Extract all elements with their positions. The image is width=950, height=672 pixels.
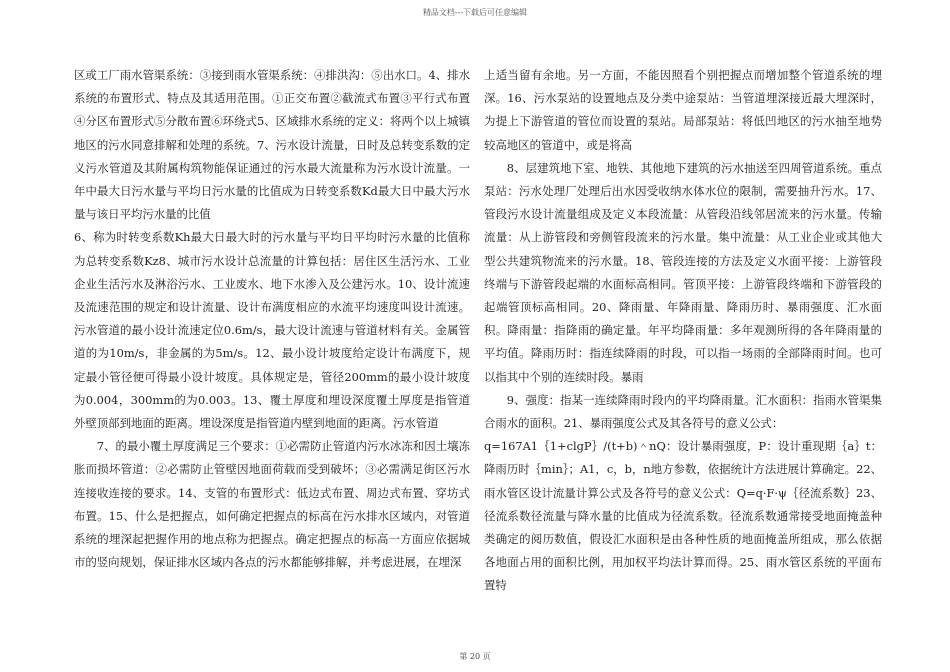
page-number: 第 20 页 xyxy=(459,652,491,661)
right-column xyxy=(484,64,882,598)
left-column xyxy=(74,64,470,574)
paragraph: 区或工厂雨水管渠系统：③接到雨水管渠系统：④排洪沟：⑤出水口。4、排水系统的布置形式、特点及其适用范围。①正交布置②截流式布置③平行式布置④分区布置形式⑤分散布置⑥环绕式5、区域排水系统的定义：将两个以上城镇地区的污水同意排解和处理的系统。7、污水设计流量，日时及总转变系数的定义污水管道及其附属构筑物能保证通过的污水最大流量称为污水设计流量。一年中最大日污水量与平均日污水量的比值成为日转变系数Kd最大日中最大污水量与该日平均污水量的比值 xyxy=(74,68,470,222)
page-header: 精品文档---下载后可任意编辑 xyxy=(422,8,528,17)
paragraph: q=167A1｛1+clgP｝/(t+b)＾nQ：设计暴雨强度，P：设计重现期｛a｝t：降雨历时｛min｝；A1，c，b，n地方参数，依据统计方法进展计算确定。22、雨水管区设计流量计算公式及各符号的意义公式：Q=q·F·ψ｛径流系数｝23、径流系数径流量与降水量的比值成为径流系数。径流系数通常接受地面掩盖种类确定的阅历数值，假设汇水面积是由各种性质的地面掩盖所组成，那么依据各地面占用的面积比例，用加权平均法计算而得。25、雨水管区系统的平面布置特 xyxy=(484,439,882,593)
paragraph: 6、称为时转变系数Kh最大日最大时的污水量与平均日平均时污水量的比值称为总转变系数Kz8、城市污水设计总流量的计算包括：居住区生活污水、工业企业生活污水及淋浴污水、工业废水、地下水渗入及公建污水。10、设计流速及流速范围的规定和设计流量、设计布满度相应的水流平均速度叫设计流速。污水管道的最小设计流速定位0.6m/s，最大设计流速与管道材料有关。金属管道的为10m/s，非金属的为5m/s。12、最小设计坡度给定设计布满度下，规定最小管径便可得最小设计坡度。具体规定是，管径200mm的最小设计坡度为0.004，300mm的为0.003。13、覆土厚度和埋设深度覆土厚度是指管道外壁顶部到地面的距离。埋设深度是指管道内壁到地面的距离。污水管道 xyxy=(74,230,470,431)
paragraph: 上适当留有余地。另一方面，不能因照看个别把握点而增加整个管道系统的埋深。16、污水泵站的设置地点及分类中途泵站：当管道埋深接近最大埋深时，为提上下游管道的管位而设置的泵站。局部泵站：将低凹地区的污水抽至地势较高地区的管道中，或是将高 xyxy=(484,68,882,152)
paragraph: 9、强度：指某一连续降雨时段内的平均降雨量。汇水面积：指雨水管渠集合雨水的面积。21、暴雨强度公式及其各符号的意义公式： xyxy=(484,392,882,431)
paragraph: 8、层建筑地下室、地铁、其他地下建筑的污水抽送至四周管道系统。重点泵站：污水处理厂处理后出水因受收纳水体水位的限制，需要抽升污水。17、管段污水设计流量组成及定义本段流量：从管段沿线邻居流来的污水量。传输流量：从上游管段和旁侧管段流来的污水量。集中流量：从工业企业或其他大型公共建筑物流来的污水量。18、管段连接的方法及定义水面平接：上游管段终端与下游管段起端的水面标高相同。管顶平接：上游管段终端和下游管段的起端管顶标高相同。20、降雨量、年降雨量、降雨历时、暴雨强度、汇水面积。降雨量：指降雨的确定量。年平均降雨量：多年观测所得的各年降雨量的平均值。降雨历时：指连续降雨的时段，可以指一场雨的全部降雨时间。也可以指其中个别的连续时段。暴雨 xyxy=(484,160,882,384)
paragraph: 7、的最小覆土厚度满足三个要求：①必需防止管道内污水冰冻和因土壤冻胀而损坏管道：②必需防止管壁因地面荷载而受到破坏；③必需满足街区污水连接收连接的要求。14、支管的布置形式：低边式布置、周边式布置、穿坊式布置。15、什么是把握点，如何确定把握点的标高在污水排水区域内，对管道系统的埋深起把握作用的地点称为把握点。确定把握点的标高一方面应依据城市的竖向规划，保证排水区域内各点的污水都能够排解，并考虑进展，在埋深 xyxy=(74,439,470,570)
